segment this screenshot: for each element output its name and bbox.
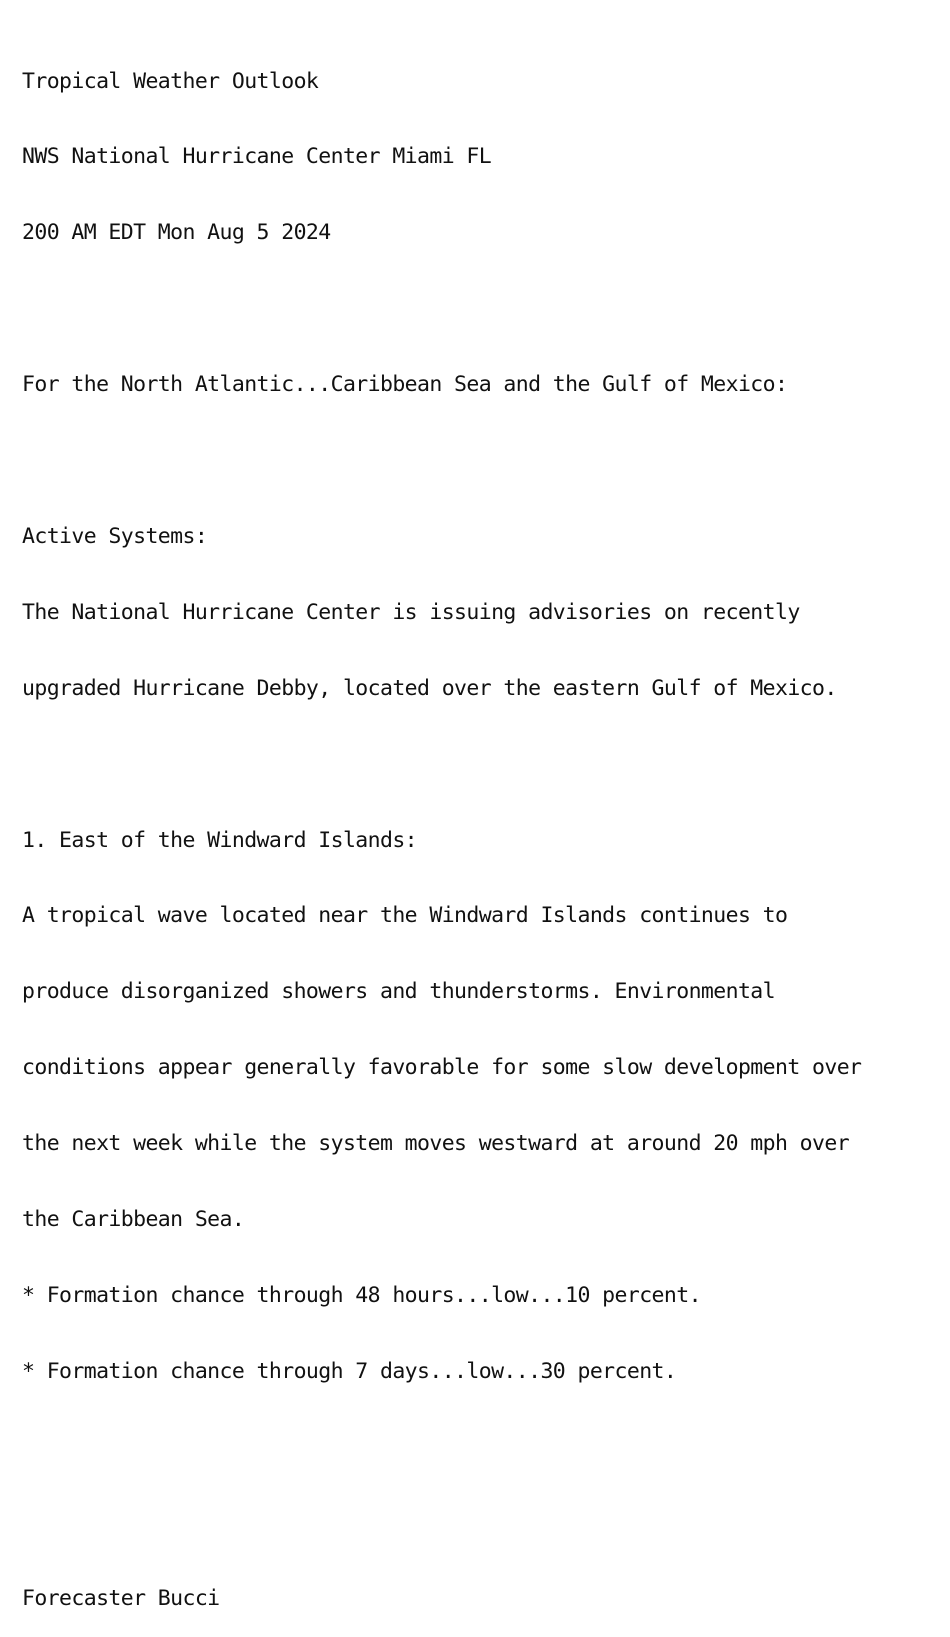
disturbance-text: the next week while the system moves westward at around 20 mph over: [22, 1131, 850, 1157]
product-title: Tropical Weather Outlook: [22, 68, 319, 94]
active-systems-text: upgraded Hurricane Debby, located over the eastern Gulf of Mexico.: [22, 675, 837, 701]
formation-chance-7d: * Formation chance through 7 days...low...30 percent.: [22, 1358, 677, 1384]
area-statement: For the North Atlantic...Caribbean Sea and the Gulf of Mexico:: [22, 372, 788, 398]
active-systems-text: The National Hurricane Center is issuing advisories on recently: [22, 599, 800, 625]
disturbance-text: produce disorganized showers and thunderstorms. Environmental: [22, 979, 775, 1005]
blank-line: [22, 448, 861, 473]
disturbance-heading: 1. East of the Windward Islands:: [22, 827, 418, 853]
blank-line: [22, 752, 861, 777]
tropical-weather-outlook-document: [22, 18, 861, 1637]
formation-chance-48h: * Formation chance through 48 hours...low...10 percent.: [22, 1282, 701, 1308]
active-systems-heading: Active Systems:: [22, 523, 208, 549]
blank-line: [22, 1511, 861, 1536]
forecaster-signoff: Forecaster Bucci: [22, 1586, 220, 1612]
blank-line: [22, 1435, 861, 1460]
disturbance-text: conditions appear generally favorable for some slow development over: [22, 1055, 862, 1081]
disturbance-text: A tropical wave located near the Windward Islands continues to: [22, 903, 788, 929]
disturbance-text: the Caribbean Sea.: [22, 1206, 245, 1232]
issue-time: 200 AM EDT Mon Aug 5 2024: [22, 220, 331, 246]
issuing-office: NWS National Hurricane Center Miami FL: [22, 144, 492, 170]
blank-line: [22, 296, 861, 321]
